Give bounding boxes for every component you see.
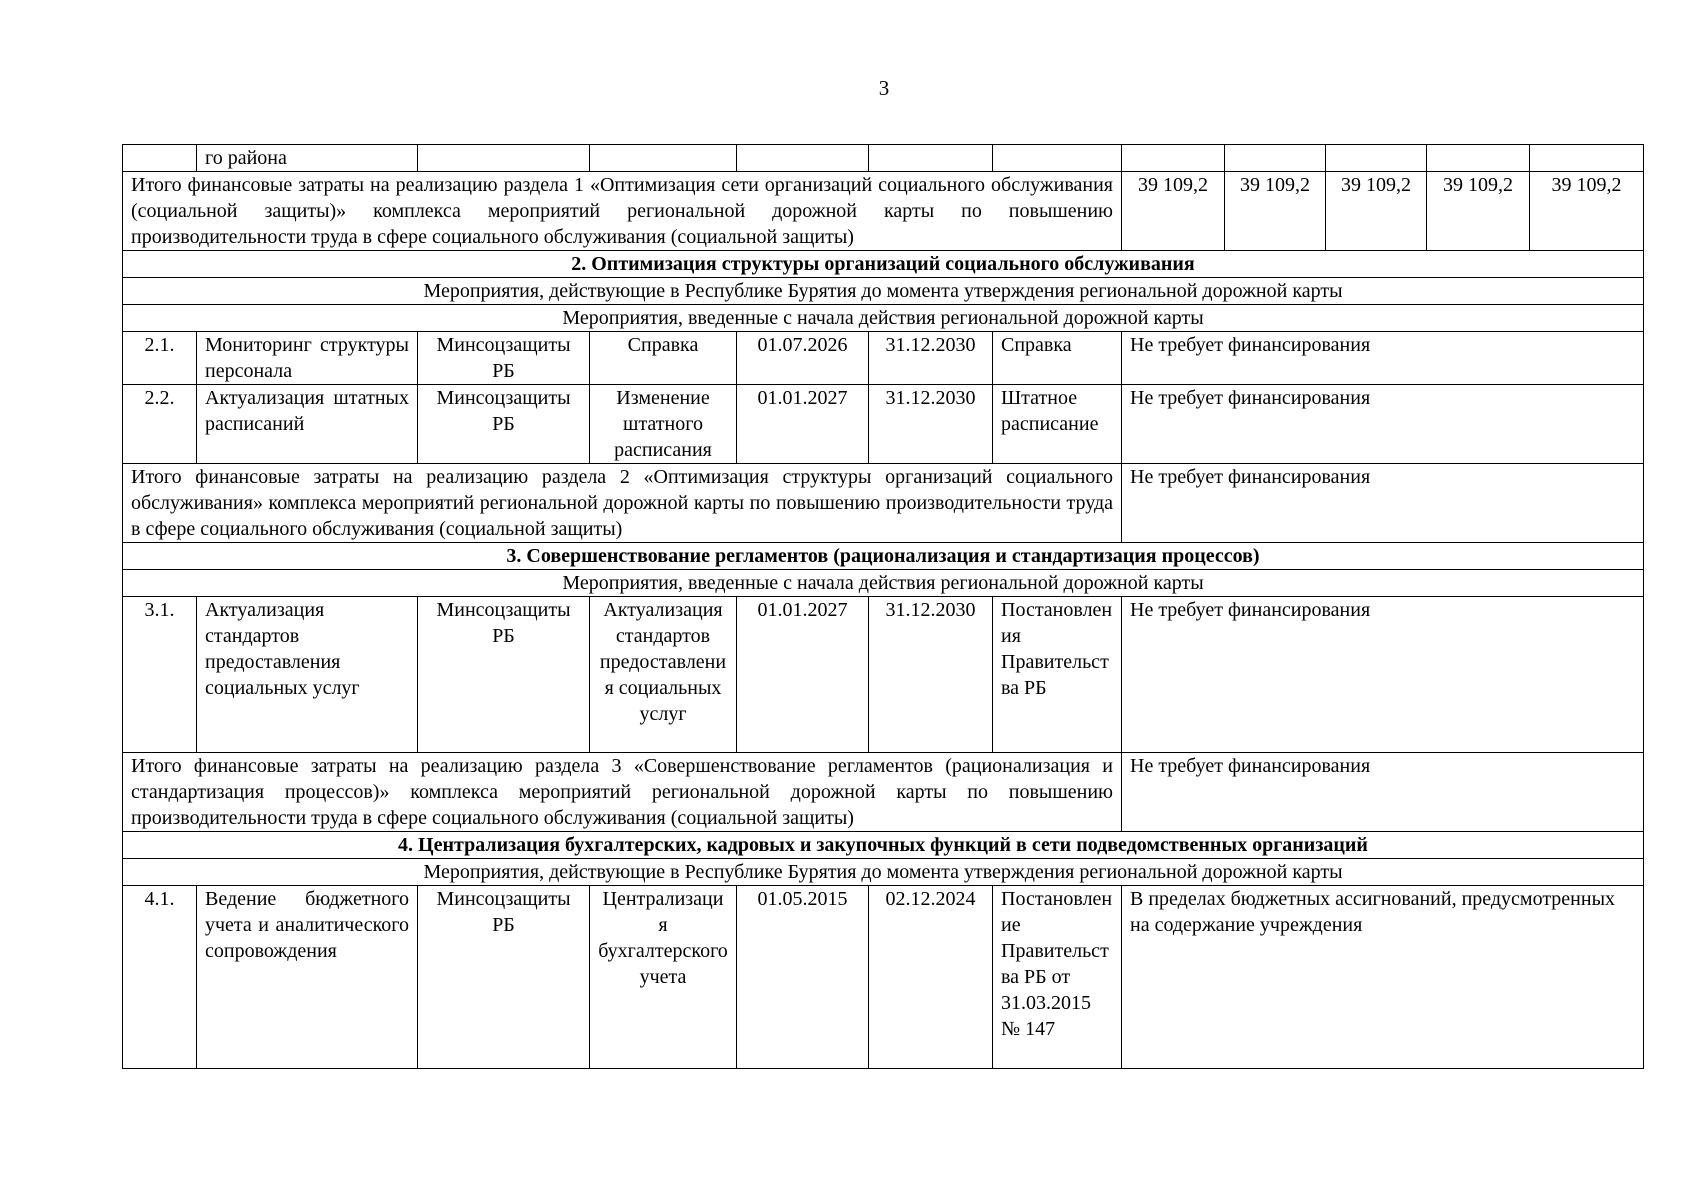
cell-executor: Минсоцзащиты РБ	[418, 332, 590, 385]
roadmap-table	[122, 144, 1644, 1069]
cell-num: 3.1.	[123, 597, 197, 753]
cell-name: Мониторинг структуры персонала	[197, 332, 418, 385]
total-1-value-1: 39 109,2	[1122, 172, 1225, 251]
cell-name: Актуализация штатных расписаний	[197, 385, 418, 464]
total-1-value-3: 39 109,2	[1326, 172, 1427, 251]
section-2-title-row	[123, 251, 1644, 278]
section-3-title-row	[123, 543, 1644, 570]
table-row-carry	[123, 145, 1644, 172]
cell-executor: Минсоцзащиты РБ	[418, 385, 590, 464]
cell-num: 2.2.	[123, 385, 197, 464]
table-row	[123, 385, 1644, 464]
section-2-title: 2. Оптимизация структуры организаций социального обслуживания	[123, 251, 1644, 278]
cell-start: 01.05.2015	[737, 886, 869, 1069]
total-1-text: Итого финансовые затраты на реализацию раздела 1 «Оптимизация сети организаций социального обслуживания (социальной защиты)» комплекса мероприятий региональной дорожной карты по повышению производительности труда в сфере социального обслуживания (социальной защиты)	[123, 172, 1122, 251]
cell-finance: Не требует финансирования	[1122, 597, 1644, 753]
total-3-text: Итого финансовые затраты на реализацию раздела 3 «Совершенствование регламентов (рационализация и стандартизация процессов)» комплекса мероприятий региональной дорожной карты по повышению производительности труда в сфере социального обслуживания (социальной защиты)	[123, 753, 1122, 832]
cell-finance: Не требует финансирования	[1122, 332, 1644, 385]
cell-start: 01.07.2026	[737, 332, 869, 385]
cell-name: го района	[197, 145, 418, 172]
cell-num: 2.1.	[123, 332, 197, 385]
cell-start: 01.01.2027	[737, 385, 869, 464]
section-2-sub-new-row	[123, 305, 1644, 332]
section-4-title: 4. Централизация бухгалтерских, кадровых и закупочных функций в сети подведомственных организаций	[123, 832, 1644, 859]
cell-end: 31.12.2030	[869, 597, 993, 753]
cell-result: Изменение штатного расписания	[590, 385, 737, 464]
table-row-total-3	[123, 753, 1644, 832]
cell-num	[123, 145, 197, 172]
cell-doc: Справка	[993, 332, 1122, 385]
section-4-sub-existing: Мероприятия, действующие в Республике Бурятия до момента утверждения региональной дорожной карты	[123, 859, 1644, 886]
cell-doc: Постановление Правительства РБ от 31.03.2015 № 147	[993, 886, 1122, 1069]
section-3-sub-new-row	[123, 570, 1644, 597]
cell-num: 4.1.	[123, 886, 197, 1069]
cell-doc: Штатное расписание	[993, 385, 1122, 464]
table-row	[123, 332, 1644, 385]
total-1-value-5: 39 109,2	[1530, 172, 1644, 251]
cell-start: 01.01.2027	[737, 597, 869, 753]
total-2-finance: Не требует финансирования	[1122, 464, 1644, 543]
section-3-sub-new: Мероприятия, введенные с начала действия региональной дорожной карты	[123, 570, 1644, 597]
section-2-sub-existing-row	[123, 278, 1644, 305]
table-row	[123, 597, 1644, 753]
section-3-title: 3. Совершенствование регламентов (рационализация и стандартизация процессов)	[123, 543, 1644, 570]
section-2-sub-new: Мероприятия, введенные с начала действия региональной дорожной карты	[123, 305, 1644, 332]
cell-name: Актуализация стандартов предоставления социальных услуг	[197, 597, 418, 753]
cell-finance: Не требует финансирования	[1122, 385, 1644, 464]
table-row-total-2	[123, 464, 1644, 543]
total-1-value-2: 39 109,2	[1225, 172, 1326, 251]
total-2-text: Итого финансовые затраты на реализацию раздела 2 «Оптимизация структуры организаций социального обслуживания» комплекса мероприятий региональной дорожной карты по повышению производительности труда в сфере социального обслуживания (социальной защиты)	[123, 464, 1122, 543]
cell-finance: В пределах бюджетных ассигнований, предусмотренных на содержание учреждения	[1122, 886, 1644, 1069]
table-row-total-1	[123, 172, 1644, 251]
cell-result: Актуализация стандартов предоставления социальных услуг	[590, 597, 737, 753]
cell-end: 31.12.2030	[869, 332, 993, 385]
cell-executor: Минсоцзащиты РБ	[418, 597, 590, 753]
cell-end: 31.12.2030	[869, 385, 993, 464]
cell-result: Справка	[590, 332, 737, 385]
cell-end: 02.12.2024	[869, 886, 993, 1069]
cell-doc: Постановления Правительства РБ	[993, 597, 1122, 753]
section-2-sub-existing: Мероприятия, действующие в Республике Бурятия до момента утверждения региональной дорожной карты	[123, 278, 1644, 305]
total-1-value-4: 39 109,2	[1427, 172, 1530, 251]
total-3-finance: Не требует финансирования	[1122, 753, 1644, 832]
cell-name: Ведение бюджетного учета и аналитического сопровождения	[197, 886, 418, 1069]
section-4-sub-existing-row	[123, 859, 1644, 886]
table-row	[123, 886, 1644, 1069]
page-number: 3	[878, 76, 890, 100]
cell-result: Централизация бухгалтерского учета	[590, 886, 737, 1069]
section-4-title-row	[123, 832, 1644, 859]
cell-executor: Минсоцзащиты РБ	[418, 886, 590, 1069]
